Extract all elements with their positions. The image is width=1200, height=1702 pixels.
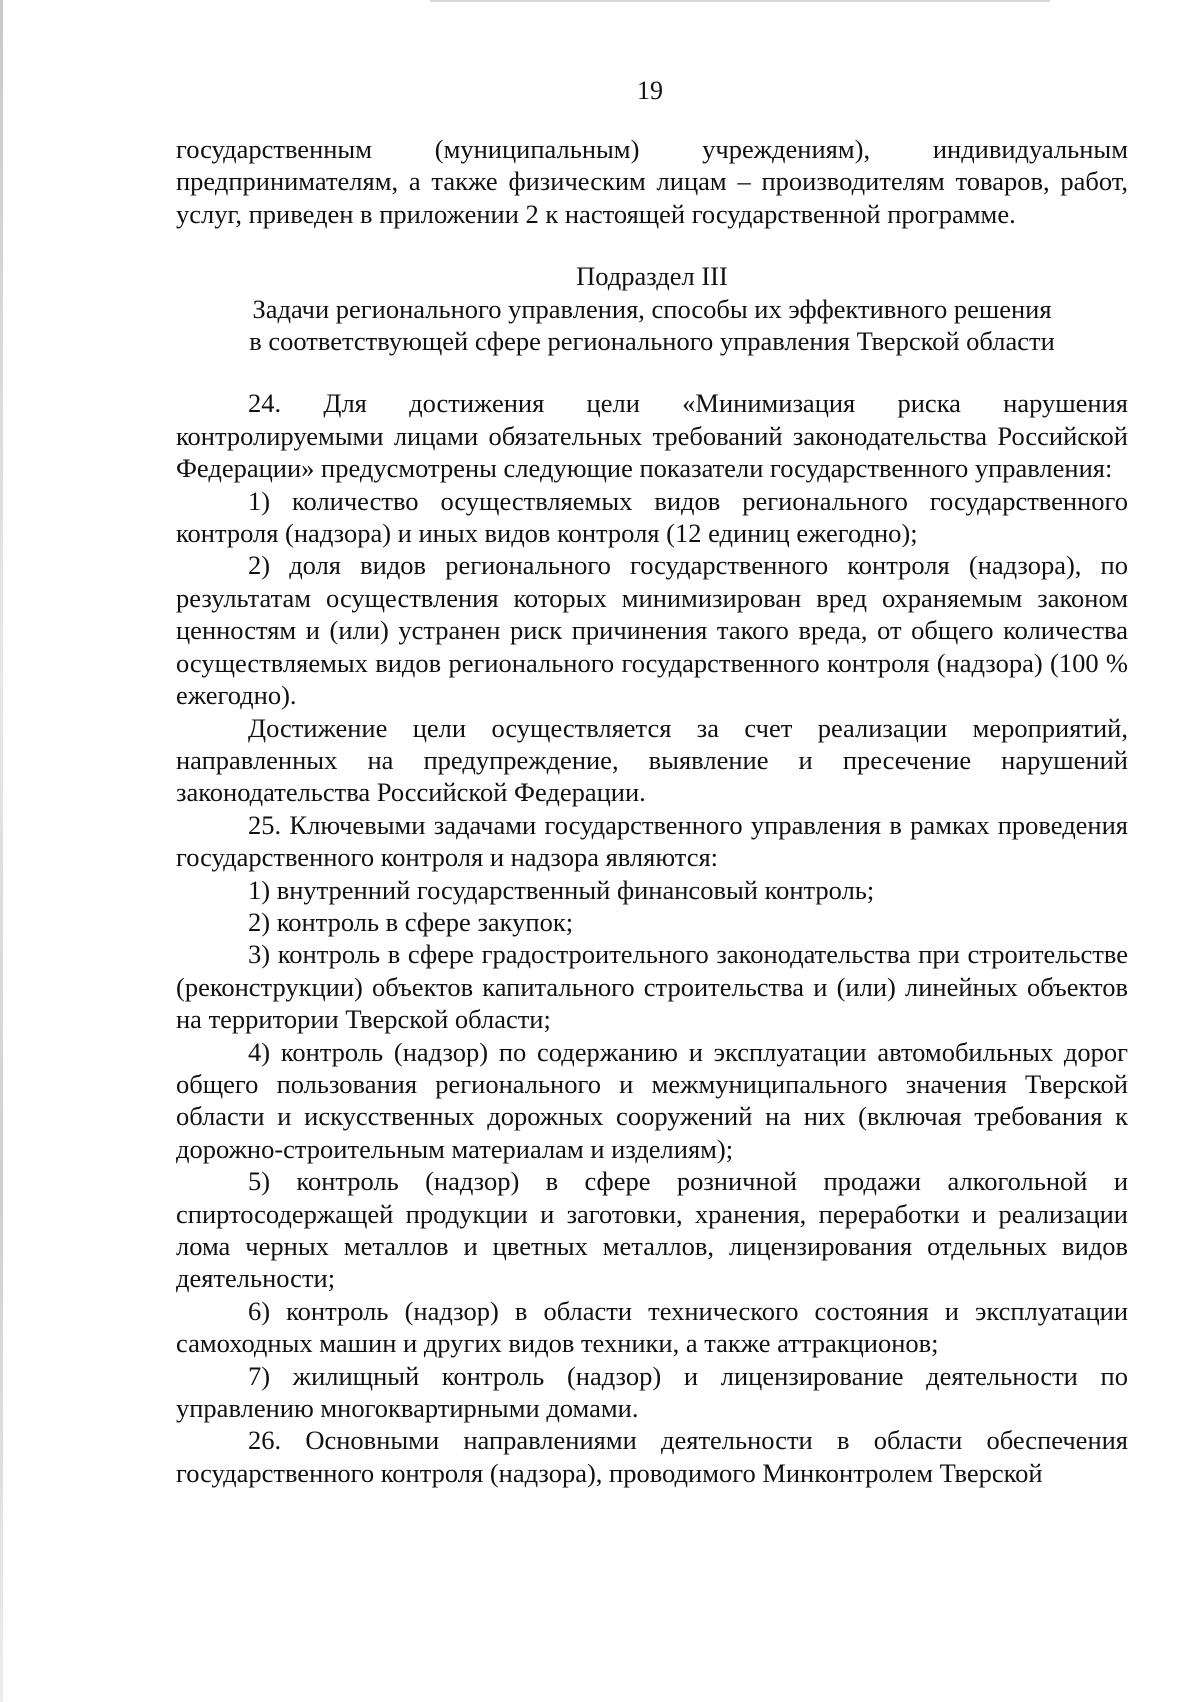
section-title-line-2: в соответствующей сфере регионального управления Тверской области — [249, 326, 1055, 357]
goal-achievement-paragraph: Достижение цели осуществляется за счет реализации мероприятий, направленных на предупреждение, выявление и пресечение нарушений законодательства Российской Федерации. — [176, 712, 1128, 808]
scan-top-edge — [430, 0, 1050, 2]
task-1: 1) внутренний государственный финансовый контроль; — [248, 874, 875, 905]
section-label: Подраздел III — [576, 261, 728, 292]
indicator-2: 2) доля видов регионального государственного контроля (надзора), по результатам осуществления которых минимизирован вред охраняемым законом ценностям и (или) устранен риск причинения такого вреда, от общего количества осуществляемых видов регионального государственного контроля (надзора) (100 % ежегодно). — [176, 550, 1128, 711]
section-spacer-bottom — [176, 357, 1128, 387]
paragraph-26: 26. Основными направлениями деятельности в области обеспечения государственного контроля (надзора), проводимого Минконтролем Тверской — [176, 1425, 1128, 1488]
paragraph-24: 24. Для достижения цели «Минимизация риска нарушения контролируемыми лицами обязательных требований законодательства Российской Федерации» предусмотрены следующие показатели государственного управления: — [176, 388, 1128, 484]
task-6: 6) контроль (надзор) в области технического состояния и эксплуатации самоходных машин и других видов техники, а также аттракционов; — [176, 1295, 1128, 1359]
scan-left-edge — [0, 0, 3, 1702]
task-4: 4) контроль (надзор) по содержанию и эксплуатации автомобильных дорог общего пользования регионального и межмуниципального значения Тверской области и искусственных дорожных сооружений на них (включая требования к дорожно-строительным материалам и изделиям); — [176, 1036, 1128, 1164]
section-title-line-1: Задачи регионального управления, способы их эффективного решения — [252, 293, 1052, 324]
task-7: 7) жилищный контроль (надзор) и лицензирование деятельности по управлению многоквартирными домами. — [176, 1360, 1128, 1424]
paragraph-25: 25. Ключевыми задачами государственного управления в рамках проведения государственного контроля и надзора являются: — [176, 809, 1128, 873]
task-2: 2) контроль в сфере закупок; — [248, 906, 574, 937]
task-5: 5) контроль (надзор) в сфере розничной продажи алкогольной и спиртосодержащей продукции и заготовки, хранения, переработки и реализации лома черных металлов и цветных металлов, лицензирования отдельных видов деятельности; — [176, 1166, 1128, 1294]
task-3: 3) контроль в сфере градостроительного законодательства при строительстве (реконструкции) объектов капитального строительства и (или) линейных объектов на территории Тверской области; — [176, 939, 1128, 1035]
page-number: 19 — [637, 76, 663, 105]
opening-paragraph: государственным (муниципальным) учреждениям), индивидуальным предпринимателям, а также физическим лицам – производителям товаров, работ, услуг, приведен в приложении 2 к настоящей государственной программе. — [176, 134, 1128, 229]
document-body — [176, 133, 1128, 1489]
section-spacer-top — [176, 230, 1128, 260]
indicator-1: 1) количество осуществляемых видов регионального государственного контроля (надзора) и иных видов контроля (12 единиц ежегодно); — [176, 485, 1128, 549]
